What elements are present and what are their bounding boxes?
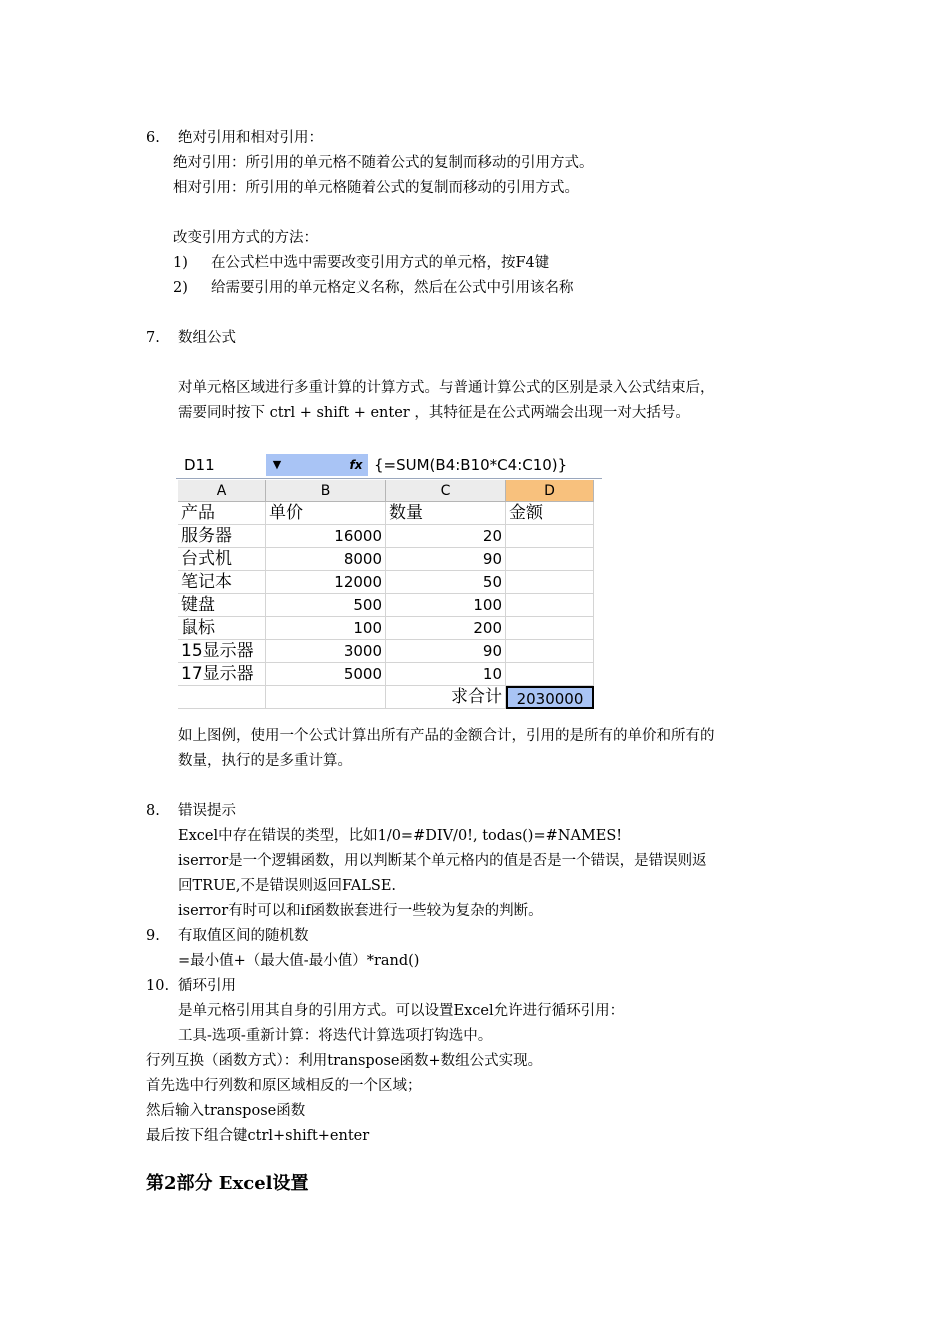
table-cell[interactable]: 16000: [266, 525, 386, 548]
table-cell[interactable]: 100: [266, 617, 386, 640]
column-header-c[interactable]: C: [386, 480, 506, 502]
name-box[interactable]: D11: [178, 454, 266, 476]
paragraph-transpose-1: 行列互换（函数方式）：利用transpose函数+数组公式实现。: [146, 1053, 543, 1069]
table-cell[interactable]: 90: [386, 640, 506, 663]
table-cell[interactable]: [506, 548, 594, 571]
paragraph-error-types: Excel中存在错误的类型，比如1/0=#DIV/0!, todas()=#NAMES!: [178, 828, 623, 844]
paragraph-example-2: 数量，执行的是多重计算。: [178, 753, 352, 769]
table-cell[interactable]: 200: [386, 617, 506, 640]
table-cell[interactable]: 服务器: [178, 525, 266, 548]
paragraph-rand-formula: =最小值+（最大值-最小值）*rand(): [178, 953, 420, 969]
table-cell[interactable]: 10: [386, 663, 506, 686]
dropdown-arrow-icon[interactable]: ▼: [266, 454, 288, 476]
part-2-heading: 第2部分 Excel设置: [146, 1173, 309, 1194]
list-number-6: 6.: [146, 130, 160, 146]
paragraph-transpose-2: 首先选中行列数和原区域相反的一个区域；: [146, 1078, 422, 1094]
table-cell[interactable]: 5000: [266, 663, 386, 686]
table-cell[interactable]: [506, 594, 594, 617]
cell-header-amount[interactable]: 金额: [506, 502, 594, 525]
table-cell[interactable]: 12000: [266, 571, 386, 594]
spreadsheet-image: [176, 452, 602, 714]
list-number-7: 7.: [146, 330, 160, 346]
paragraph-circular-1: 是单元格引用其自身的引用方式。可以设置Excel允许进行循环引用：: [178, 1003, 625, 1019]
table-cell[interactable]: 键盘: [178, 594, 266, 617]
table-cell[interactable]: [506, 525, 594, 548]
table-cell[interactable]: [506, 640, 594, 663]
table-cell[interactable]: 500: [266, 594, 386, 617]
section-title-6: 绝对引用和相对引用：: [178, 130, 323, 146]
list-item-2: 给需要引用的单元格定义名称，然后在公式中引用该名称: [211, 280, 574, 296]
table-cell[interactable]: 8000: [266, 548, 386, 571]
paragraph-absolute-ref: 绝对引用：所引用的单元格不随着公式的复制而移动的引用方式。: [173, 155, 594, 171]
formula-bar: [176, 452, 602, 479]
table-cell[interactable]: [506, 571, 594, 594]
paragraph-relative-ref: 相对引用：所引用的单元格随着公式的复制而移动的引用方式。: [173, 180, 579, 196]
table-cell[interactable]: 台式机: [178, 548, 266, 571]
paragraph-iserror-2: 回TRUE,不是错误则返回FALSE.: [178, 878, 397, 894]
table-cell[interactable]: 3000: [266, 640, 386, 663]
table-cell[interactable]: 90: [386, 548, 506, 571]
column-header-b[interactable]: B: [266, 480, 386, 502]
fx-icon[interactable]: fx: [349, 458, 363, 472]
table-cell[interactable]: 50: [386, 571, 506, 594]
table-cell[interactable]: [506, 663, 594, 686]
list-number-1: 1): [173, 255, 188, 271]
table-cell[interactable]: [178, 686, 266, 709]
list-number-9: 9.: [146, 928, 160, 944]
section-title-10: 循环引用: [178, 978, 236, 994]
section-title-7: 数组公式: [178, 330, 236, 346]
paragraph-transpose-4: 最后按下组合键ctrl+shift+enter: [146, 1128, 370, 1144]
table-cell[interactable]: 20: [386, 525, 506, 548]
paragraph-change-method: 改变引用方式的方法：: [173, 230, 318, 246]
paragraph-array-1: 对单元格区域进行多重计算的计算方式。与普通计算公式的区别是录入公式结束后，: [178, 380, 715, 396]
paragraph-circular-2: 工具-选项-重新计算：将迭代计算选项打钩选中。: [178, 1028, 493, 1044]
paragraph-example-1: 如上图例，使用一个公式计算出所有产品的金额合计，引用的是所有的单价和所有的: [178, 728, 715, 744]
paragraph-iserror-1: iserror是一个逻辑函数，用以判断某个单元格内的值是否是一个错误，是错误则返: [178, 853, 707, 869]
cell-header-qty[interactable]: 数量: [386, 502, 506, 525]
table-cell[interactable]: [266, 686, 386, 709]
table-cell[interactable]: 15显示器: [178, 640, 266, 663]
list-number-2: 2): [173, 280, 188, 296]
column-header-d[interactable]: D: [506, 480, 594, 502]
table-cell[interactable]: 17显示器: [178, 663, 266, 686]
table-cell[interactable]: 鼠标: [178, 617, 266, 640]
formula-input[interactable]: {=SUM(B4:B10*C4:C10)}: [374, 456, 568, 474]
paragraph-array-2: 需要同时按下 ctrl + shift + enter ，其特征是在公式两端会出现一对大括号。: [178, 405, 690, 421]
column-header-a[interactable]: A: [178, 480, 266, 502]
list-number-8: 8.: [146, 803, 160, 819]
section-title-8: 错误提示: [178, 803, 236, 819]
list-item-1: 在公式栏中选中需要改变引用方式的单元格，按F4键: [211, 255, 550, 271]
cell-total-value-selected[interactable]: 2030000: [506, 686, 594, 709]
paragraph-transpose-3: 然后输入transpose函数: [146, 1103, 306, 1119]
cell-total-label[interactable]: 求合计: [386, 686, 506, 709]
paragraph-iserror-if: iserror有时可以和if函数嵌套进行一些较为复杂的判断。: [178, 903, 543, 919]
table-cell[interactable]: 笔记本: [178, 571, 266, 594]
section-title-9: 有取值区间的随机数: [178, 928, 309, 944]
cell-header-price[interactable]: 单价: [266, 502, 386, 525]
list-number-10: 10.: [146, 978, 170, 994]
table-cell[interactable]: [506, 617, 594, 640]
cell-header-product[interactable]: 产品: [178, 502, 266, 525]
table-cell[interactable]: 100: [386, 594, 506, 617]
